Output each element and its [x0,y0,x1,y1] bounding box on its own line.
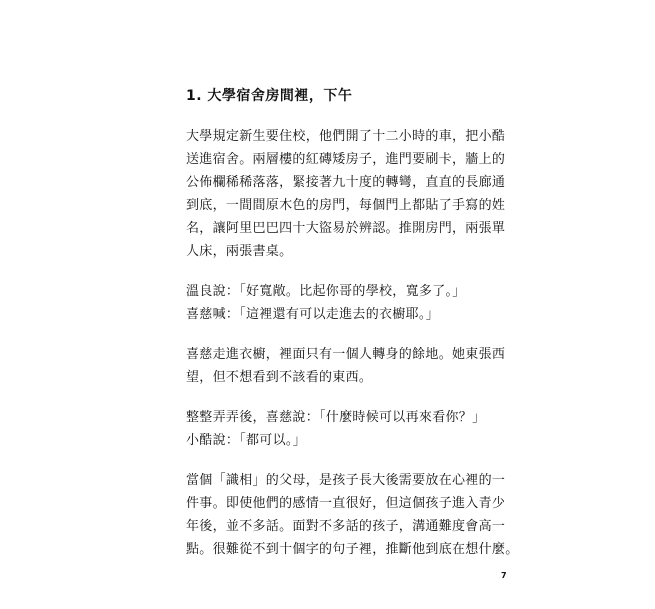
text-line: 當個「識相」的父母，是孩子長大後需要放在心裡的一 [186,473,506,488]
text-line: 到底，一間間原木色的房門，每個門上都貼了手寫的姓 [186,198,506,213]
text-line: 送進宿舍。兩層樓的紅磚矮房子，進門要刷卡，牆上的 [186,152,506,167]
page-number: 7 [501,571,507,580]
text-line: 喜慈走進衣櫥，裡面只有一個人轉身的餘地。她東張西 [186,347,506,362]
text-line: 公佈欄稀稀落落，緊接著九十度的轉彎，直直的長廊通 [186,175,506,190]
paragraph [186,125,506,263]
body-text [186,125,519,578]
paragraph [186,406,486,452]
text-line: 點。很難從不到十個字的句子裡，推斷他到底在想什麼。 [186,542,519,557]
text-line: 件事。即使他們的感情一直很好，但這個孩子進入青少 [186,496,506,511]
text-line: 名，讓阿里巴巴四十大盜易於辨認。推開房門，兩張單 [186,221,506,236]
text-line: 整整弄弄後，喜慈說：「什麼時候可以再來看你？」 [186,410,486,425]
text-line: 年後，並不多話。面對不多話的孩子，溝通難度會高一 [186,519,506,534]
chapter-heading: 1. 大學宿舍房間裡，下午 [186,88,353,104]
text-line: 人床，兩張書桌。 [186,244,293,259]
text-line: 大學規定新生要住校，他們開了十二小時的車，把小酷 [186,129,506,144]
text-line: 望，但不想看到不該看的東西。 [186,370,373,385]
text-line: 小酷說：「都可以。」 [186,433,307,448]
paragraph [186,280,486,326]
text-line: 喜慈喊：「這裡還有可以走進去的衣櫥耶。」 [186,307,440,322]
paragraph [186,343,506,389]
text-line: 溫良說：「好寬敞。比起你哥的學校，寬多了。」 [186,284,466,299]
paragraph [186,469,519,561]
